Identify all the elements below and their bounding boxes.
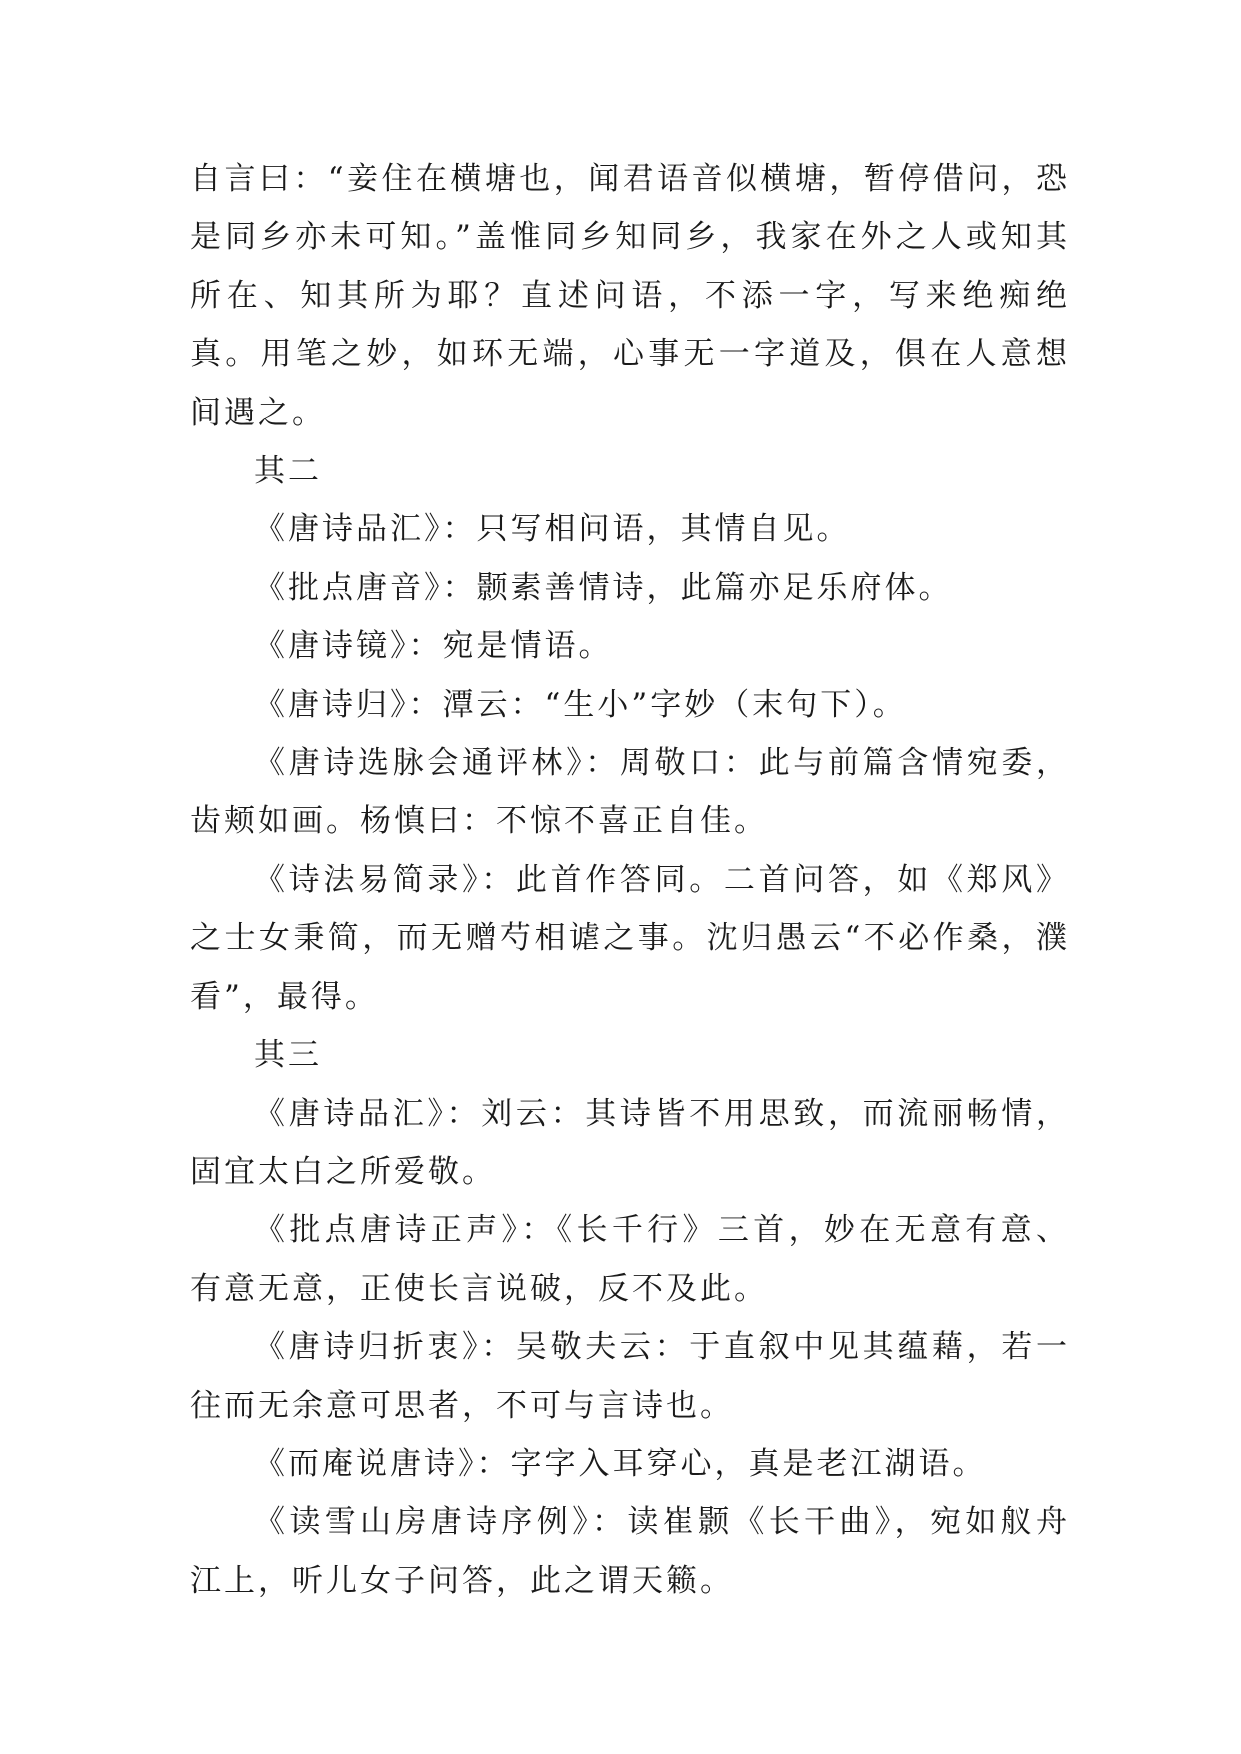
paragraph-pidian-tangshi-zhengsheng: 《批点唐诗正声》：《长千行》三首，妙在无意有意、有意无意，正使长言说破，反不及此。 (190, 1212, 1070, 1307)
paragraph-duxue-shanfang: 《读雪山房唐诗序例》：读崔颢《长干曲》，宛如舣舟江上，听儿女子问答，此之谓天籁。 (190, 1504, 1070, 1599)
paragraph-tangshi-xuanmai: 《唐诗选脉会通评林》：周敬口：此与前篇含情宛委，齿颊如画。杨慎曰：不惊不喜正自佳。 (190, 745, 1070, 840)
paragraph-tangshi-pinhui-liu: 《唐诗品汇》：刘云：其诗皆不用思致，而流丽畅情，固宜太白之所爱敬。 (190, 1095, 1070, 1190)
paragraph-tangshi-gui: 《唐诗归》：潭云：“生小”字妙（末句下）。 (254, 686, 907, 723)
paragraph-tangshi-gui-zhezhong: 《唐诗归折衷》：吴敬夫云：于直叙中见其蕴藉，若一往而无余意可思者，不可与言诗也。 (190, 1329, 1070, 1424)
paragraph-eran-shuo-tangshi: 《而庵说唐诗》：字字入耳穿心，真是老江湖语。 (254, 1445, 987, 1482)
paragraph-shifa-yijianlu: 《诗法易简录》：此首作答同。二首问答，如《郑风》之士女秉简，而无赠芍相谑之事。沈归愚云“不必作桑，濮看”，最得。 (190, 861, 1070, 1015)
paragraph-continued-commentary: 自言曰：“妾住在横塘也，闻君语音似横塘，暂停借问，恐是同乡亦未可知。”盖惟同乡知同乡，我家在外之人或知其所在、知其所为耶？直述问语，不添一字，写来绝痴绝真。用笔之妙，如环无端，心事无一字道及，俱在人意想间遇之。 (190, 161, 1070, 431)
section-heading-qi-san: 其三 (254, 1037, 322, 1074)
paragraph-tangshi-jing: 《唐诗镜》：宛是情语。 (254, 628, 613, 665)
paragraph-tangshi-pinhui: 《唐诗品汇》：只写相问语，其情自见。 (254, 511, 851, 548)
document-body (190, 150, 1070, 1610)
paragraph-pidian-tangyin: 《批点唐音》：颢素善情诗，此篇亦足乐府体。 (254, 569, 953, 606)
section-heading-qi-er: 其二 (254, 453, 322, 490)
